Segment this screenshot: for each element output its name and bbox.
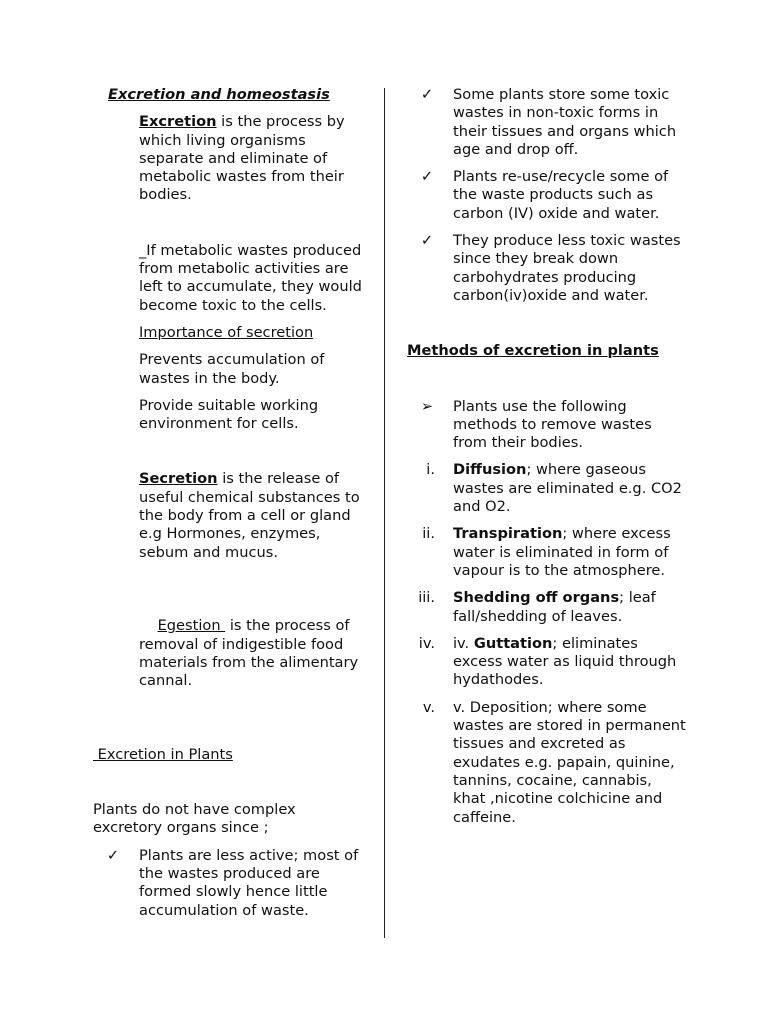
list-item: Provide suitable working environment for cells. bbox=[139, 396, 319, 433]
left-column bbox=[93, 86, 363, 920]
list-item: ✓ Plants are less active; most of the wastes produced are formed slowly hence little accumulation of waste. bbox=[93, 847, 363, 920]
arrow-bullet-icon: ➢ bbox=[420, 397, 434, 415]
check-icon: ✓ bbox=[420, 232, 434, 250]
secretion-definition: Secretion is the release of useful chemical substances to the body from a cell or gland e.g Hormones, enzymes, sebum and mucus. bbox=[139, 470, 360, 561]
methods-heading: Methods of excretion in plants bbox=[407, 342, 659, 360]
excretion-term: Excretion bbox=[139, 113, 217, 131]
egestion-definition: Egestion is the process of removal of indigestible food materials from the alimentary cannal. bbox=[139, 617, 363, 690]
method-item: v. v. Deposition; where some wastes are stored in permanent tissues and excreted as exudates e.g. papain, quinine, tannins, cocaine, cannabis, khat ,nicotine colchicine and caffeine. bbox=[422, 698, 686, 826]
list-item: ✓ Plants re-use/recycle some of the waste products such as carbon (IV) oxide and water. bbox=[407, 168, 687, 223]
method-item: iv. iv. Guttation; eliminates excess water as liquid through hydathodes. bbox=[418, 634, 677, 689]
egestion-term: Egestion bbox=[157, 617, 226, 635]
importance-heading: Importance of secretion bbox=[139, 323, 314, 341]
secretion-term: Secretion bbox=[139, 470, 218, 488]
check-icon: ✓ bbox=[420, 168, 434, 186]
toxic-waste-paragraph: _If metabolic wastes produced from metabolic activities are left to accumulate, they would become toxic to the cells. bbox=[139, 241, 362, 314]
check-icon: ✓ bbox=[106, 846, 120, 864]
section-title: Excretion and homeostasis bbox=[108, 86, 330, 103]
method-item: ii. Transpiration; where excess water is eliminated in form of vapour is to the atmosphere. bbox=[422, 525, 671, 579]
plants-heading: Excretion in Plants bbox=[93, 745, 233, 763]
excretion-definition: Excretion is the process by which living organisms separate and eliminate of metabolic wastes from their bodies. bbox=[139, 113, 345, 204]
list-item: ✓ They produce less toxic wastes since they break down carbohydrates producing carbon(iv)oxide and water. bbox=[407, 232, 687, 305]
list-item: Prevents accumulation of wastes in the body. bbox=[139, 351, 325, 387]
list-item: ➢ Plants use the following methods to remove wastes from their bodies. bbox=[407, 398, 687, 453]
plants-intro: Plants do not have complex excretory organs since ; bbox=[93, 801, 296, 837]
method-item: iii. Shedding off organs; leaf fall/shedding of leaves. bbox=[418, 589, 656, 625]
column-divider bbox=[384, 88, 385, 938]
method-item: i. Diffusion; where gaseous wastes are eliminated e.g. CO2 and O2. bbox=[426, 461, 682, 516]
check-icon: ✓ bbox=[420, 86, 434, 103]
list-item: ✓ Some plants store some toxic wastes in non-toxic forms in their tissues and organs which age and drop off. bbox=[407, 86, 687, 159]
right-column bbox=[407, 86, 687, 827]
